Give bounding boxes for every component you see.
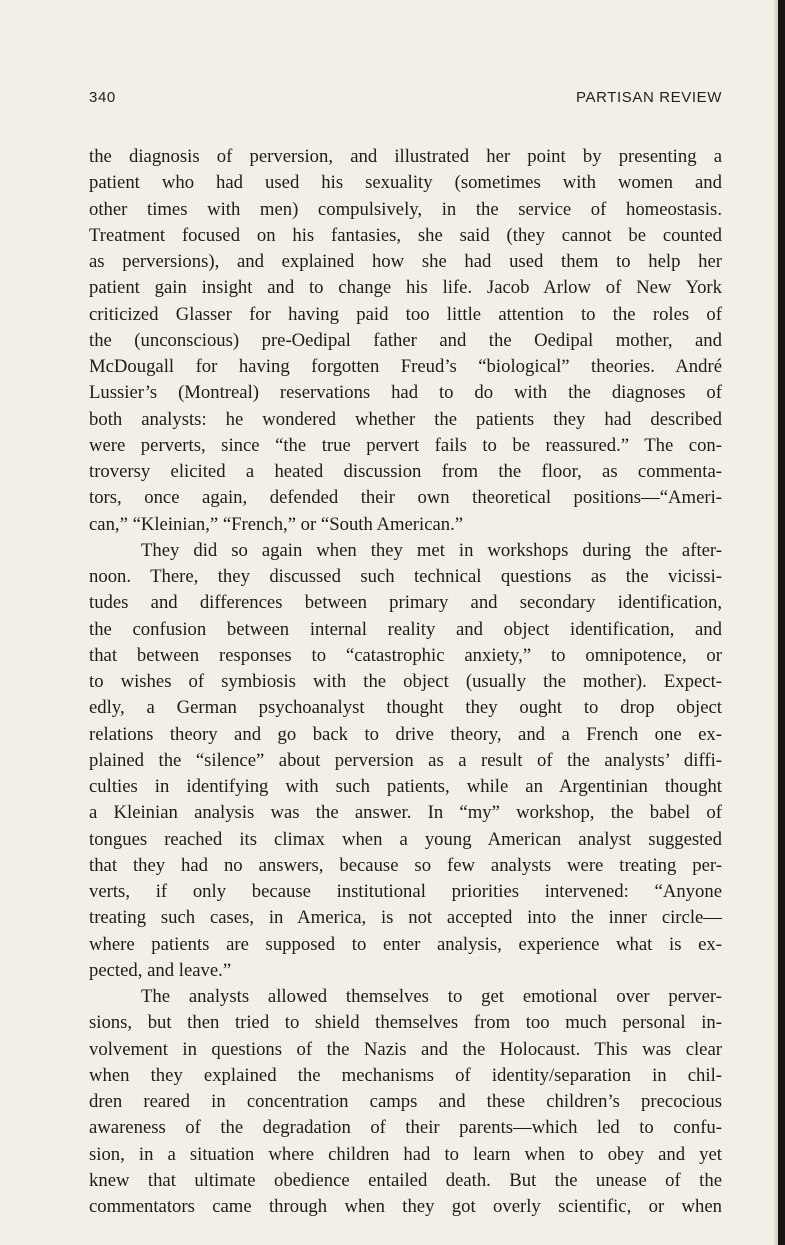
text-line: They did so again when they met in workshops during the after- [141, 539, 722, 561]
text-line: awareness of the degradation of their parents—which led to confu- [89, 1117, 722, 1139]
body-text [89, 144, 722, 1220]
text-line: can,” “Kleinian,” “French,” or “South American.” [89, 513, 464, 535]
text-line: The analysts allowed themselves to get emotional over perver- [141, 986, 722, 1007]
text-line: where patients are supposed to enter analysis, experience what is ex- [89, 933, 722, 955]
text-line: sions, but then tried to shield themselves from too much personal in- [89, 1012, 722, 1034]
page-number: 340 [89, 89, 116, 106]
text-line: patient gain insight and to change his life. Jacob Arlow of New York [89, 277, 722, 299]
text-line: both analysts: he wondered whether the patients they had described [89, 408, 722, 430]
text-line: the confusion between internal reality and object identification, and [89, 618, 722, 640]
page-edge [778, 0, 785, 1245]
text-line: treating such cases, in America, is not accepted into the inner circle— [89, 907, 722, 929]
text-line: volvement in questions of the Nazis and the Holocaust. This was clear [89, 1038, 722, 1060]
text-line: tudes and differences between primary and secondary identification, [89, 592, 722, 614]
text-line: sion, in a situation where children had to learn when to obey and yet [89, 1143, 722, 1165]
text-line: to wishes of symbiosis with the object (usually the mother). Expect- [89, 671, 722, 692]
text-line: noon. There, they discussed such technical questions as the vicissi- [89, 566, 722, 587]
paragraph [89, 144, 722, 538]
text-line: as perversions), and explained how she had used them to help her [89, 251, 722, 272]
text-line: verts, if only because institutional priorities intervened: “Anyone [89, 881, 722, 902]
text-line: edly, a German psychoanalyst thought they ought to drop object [89, 697, 722, 719]
text-line: McDougall for having forgotten Freud’s “biological” theories. André [89, 356, 722, 377]
text-line: other times with men) compulsively, in the service of homeostasis. [89, 198, 722, 220]
text-line: the diagnosis of perversion, and illustrated her point by presenting a [89, 146, 722, 167]
text-line: patient who had used his sexuality (sometimes with women and [89, 172, 722, 194]
text-line: that they had no answers, because so few analysts were treating per- [89, 854, 722, 876]
text-line: pected, and leave.” [89, 959, 232, 981]
text-line: relations theory and go back to drive theory, and a French one ex- [89, 723, 722, 745]
text-line: troversy elicited a heated discussion from the floor, as commenta- [89, 461, 722, 482]
text-line: when they explained the mechanisms of identity/separation in chil- [89, 1064, 722, 1086]
text-line: the (unconscious) pre-Oedipal father and the Oedipal mother, and [89, 329, 722, 351]
text-line: were perverts, since “the true pervert fails to be reassured.” The con- [89, 434, 722, 456]
text-line: plained the “silence” about perversion as a result of the analysts’ diffi- [89, 749, 722, 771]
running-head: PARTISAN REVIEW [576, 89, 722, 106]
text-line: criticized Glasser for having paid too little attention to the roles of [89, 303, 722, 325]
text-line: tors, once again, defended their own theoretical positions—“Ameri- [89, 487, 722, 509]
text-line: that between responses to “catastrophic anxiety,” to omnipotence, or [89, 644, 722, 666]
text-line: culties in identifying with such patients, while an Argentinian thought [89, 776, 722, 797]
text-line: a Kleinian analysis was the answer. In “my” workshop, the babel of [89, 802, 722, 824]
text-line: knew that ultimate obedience entailed death. But the unease of the [89, 1169, 722, 1191]
text-line: commentators came through when they got overly scientific, or when [89, 1196, 722, 1217]
text-line: dren reared in concentration camps and these children’s precocious [89, 1091, 722, 1112]
text-line: tongues reached its climax when a young American analyst suggested [89, 828, 722, 850]
paragraph [89, 538, 722, 984]
paragraph [89, 984, 722, 1220]
text-line: Treatment focused on his fantasies, she said (they cannot be counted [89, 224, 722, 246]
page-header [89, 89, 722, 111]
text-line: Lussier’s (Montreal) reservations had to do with the diagnoses of [89, 382, 722, 404]
